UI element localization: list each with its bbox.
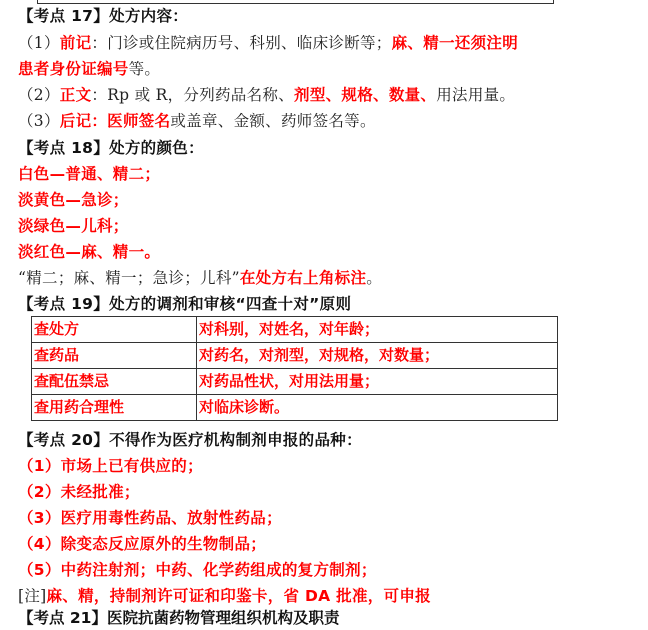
kaodian19-heading: 【考点 19】处方的调剂和审核“四查十对”原则 <box>18 295 352 313</box>
item1-continuation-text: 等。 <box>128 60 161 78</box>
kaodian20-item-1: （1）市场上已有供应的； <box>18 457 203 475</box>
item2-label: 正文 <box>59 86 92 104</box>
color-light-yellow: 淡黄色—急诊； <box>18 191 129 209</box>
check-cell: 查配伍禁忌 <box>32 369 197 395</box>
item1-text: 门诊或住院病历号、科别、临床诊断等； <box>107 34 392 52</box>
color-light-green: 淡绿色—儿科； <box>18 217 129 235</box>
item2-prefix: （2） <box>18 86 60 104</box>
kaodian20-note <box>18 584 431 608</box>
item2-highlight: 剂型、规格、数量、 <box>294 86 437 104</box>
table-row <box>32 343 558 369</box>
kaodian17-item3 <box>18 109 376 133</box>
kaodian17-item2 <box>18 83 515 107</box>
note-quote: “精二；麻、精一；急诊；儿科” <box>18 269 240 287</box>
four-checks-ten-verifications-table <box>31 316 558 421</box>
kaodian18-note <box>18 266 382 290</box>
check-cell: 查用药合理性 <box>32 395 197 421</box>
note-prefix: [注] <box>18 587 47 605</box>
item3-highlight: 医师签名 <box>107 112 171 130</box>
item1-prefix: （1） <box>18 34 60 52</box>
verify-cell: 对临床诊断。 <box>197 395 558 421</box>
note-text: 麻、精，持制剂许可证和印鉴卡，省 DA 批准，可申报 <box>46 587 431 605</box>
kaodian20-heading: 【考点 20】不得作为医疗机构制剂申报的品种： <box>18 431 362 449</box>
kaodian20-item-3: （3）医疗用毒性药品、放射性药品； <box>18 509 282 527</box>
kaodian17-item1 <box>18 31 518 55</box>
item2-text: Rp 或 R，分列药品名称、 <box>107 86 295 104</box>
verify-cell: 对药名，对剂型，对规格，对数量； <box>197 343 558 369</box>
check-cell: 查处方 <box>32 317 197 343</box>
verify-cell: 对科别，对姓名，对年龄； <box>197 317 558 343</box>
kaodian17-item1-continuation <box>18 57 160 81</box>
note-highlight: 在处方右上角标注 <box>239 269 367 287</box>
table-row <box>32 369 558 395</box>
table-row <box>32 395 558 421</box>
item3-label: 后记： <box>59 112 108 130</box>
item2-tail: 用法用量。 <box>436 86 516 104</box>
kaodian20-item-5: （5）中药注射剂；中药、化学药组成的复方制剂； <box>18 561 377 579</box>
verify-cell: 对药品性状，对用法用量； <box>197 369 558 395</box>
item2-colon: ： <box>91 86 108 104</box>
item1-colon: ： <box>91 34 108 52</box>
color-light-red: 淡红色—麻、精一。 <box>18 243 161 261</box>
kaodian20-item-2: （2）未经批准； <box>18 483 140 501</box>
kaodian20-item-4: （4）除变态反应原外的生物制品； <box>18 535 267 553</box>
kaodian17-heading: 【考点 17】处方内容： <box>18 7 189 25</box>
table-row <box>32 317 558 343</box>
kaodian18-heading: 【考点 18】处方的颜色： <box>18 139 204 157</box>
item3-text: 或盖章、金额、药师签名等。 <box>170 112 376 130</box>
item1-highlight: 麻、精一还须注明 <box>391 34 518 52</box>
kaodian21-heading-partial: 【考点 21】医院抗菌药物管理组织机构及职责 <box>18 609 340 627</box>
item1-continuation-highlight: 患者身份证编号 <box>18 60 129 78</box>
item3-prefix: （3） <box>18 112 60 130</box>
item1-label: 前记 <box>59 34 92 52</box>
check-cell: 查药品 <box>32 343 197 369</box>
note-end: 。 <box>366 269 383 287</box>
color-white: 白色—普通、精二； <box>18 165 161 183</box>
